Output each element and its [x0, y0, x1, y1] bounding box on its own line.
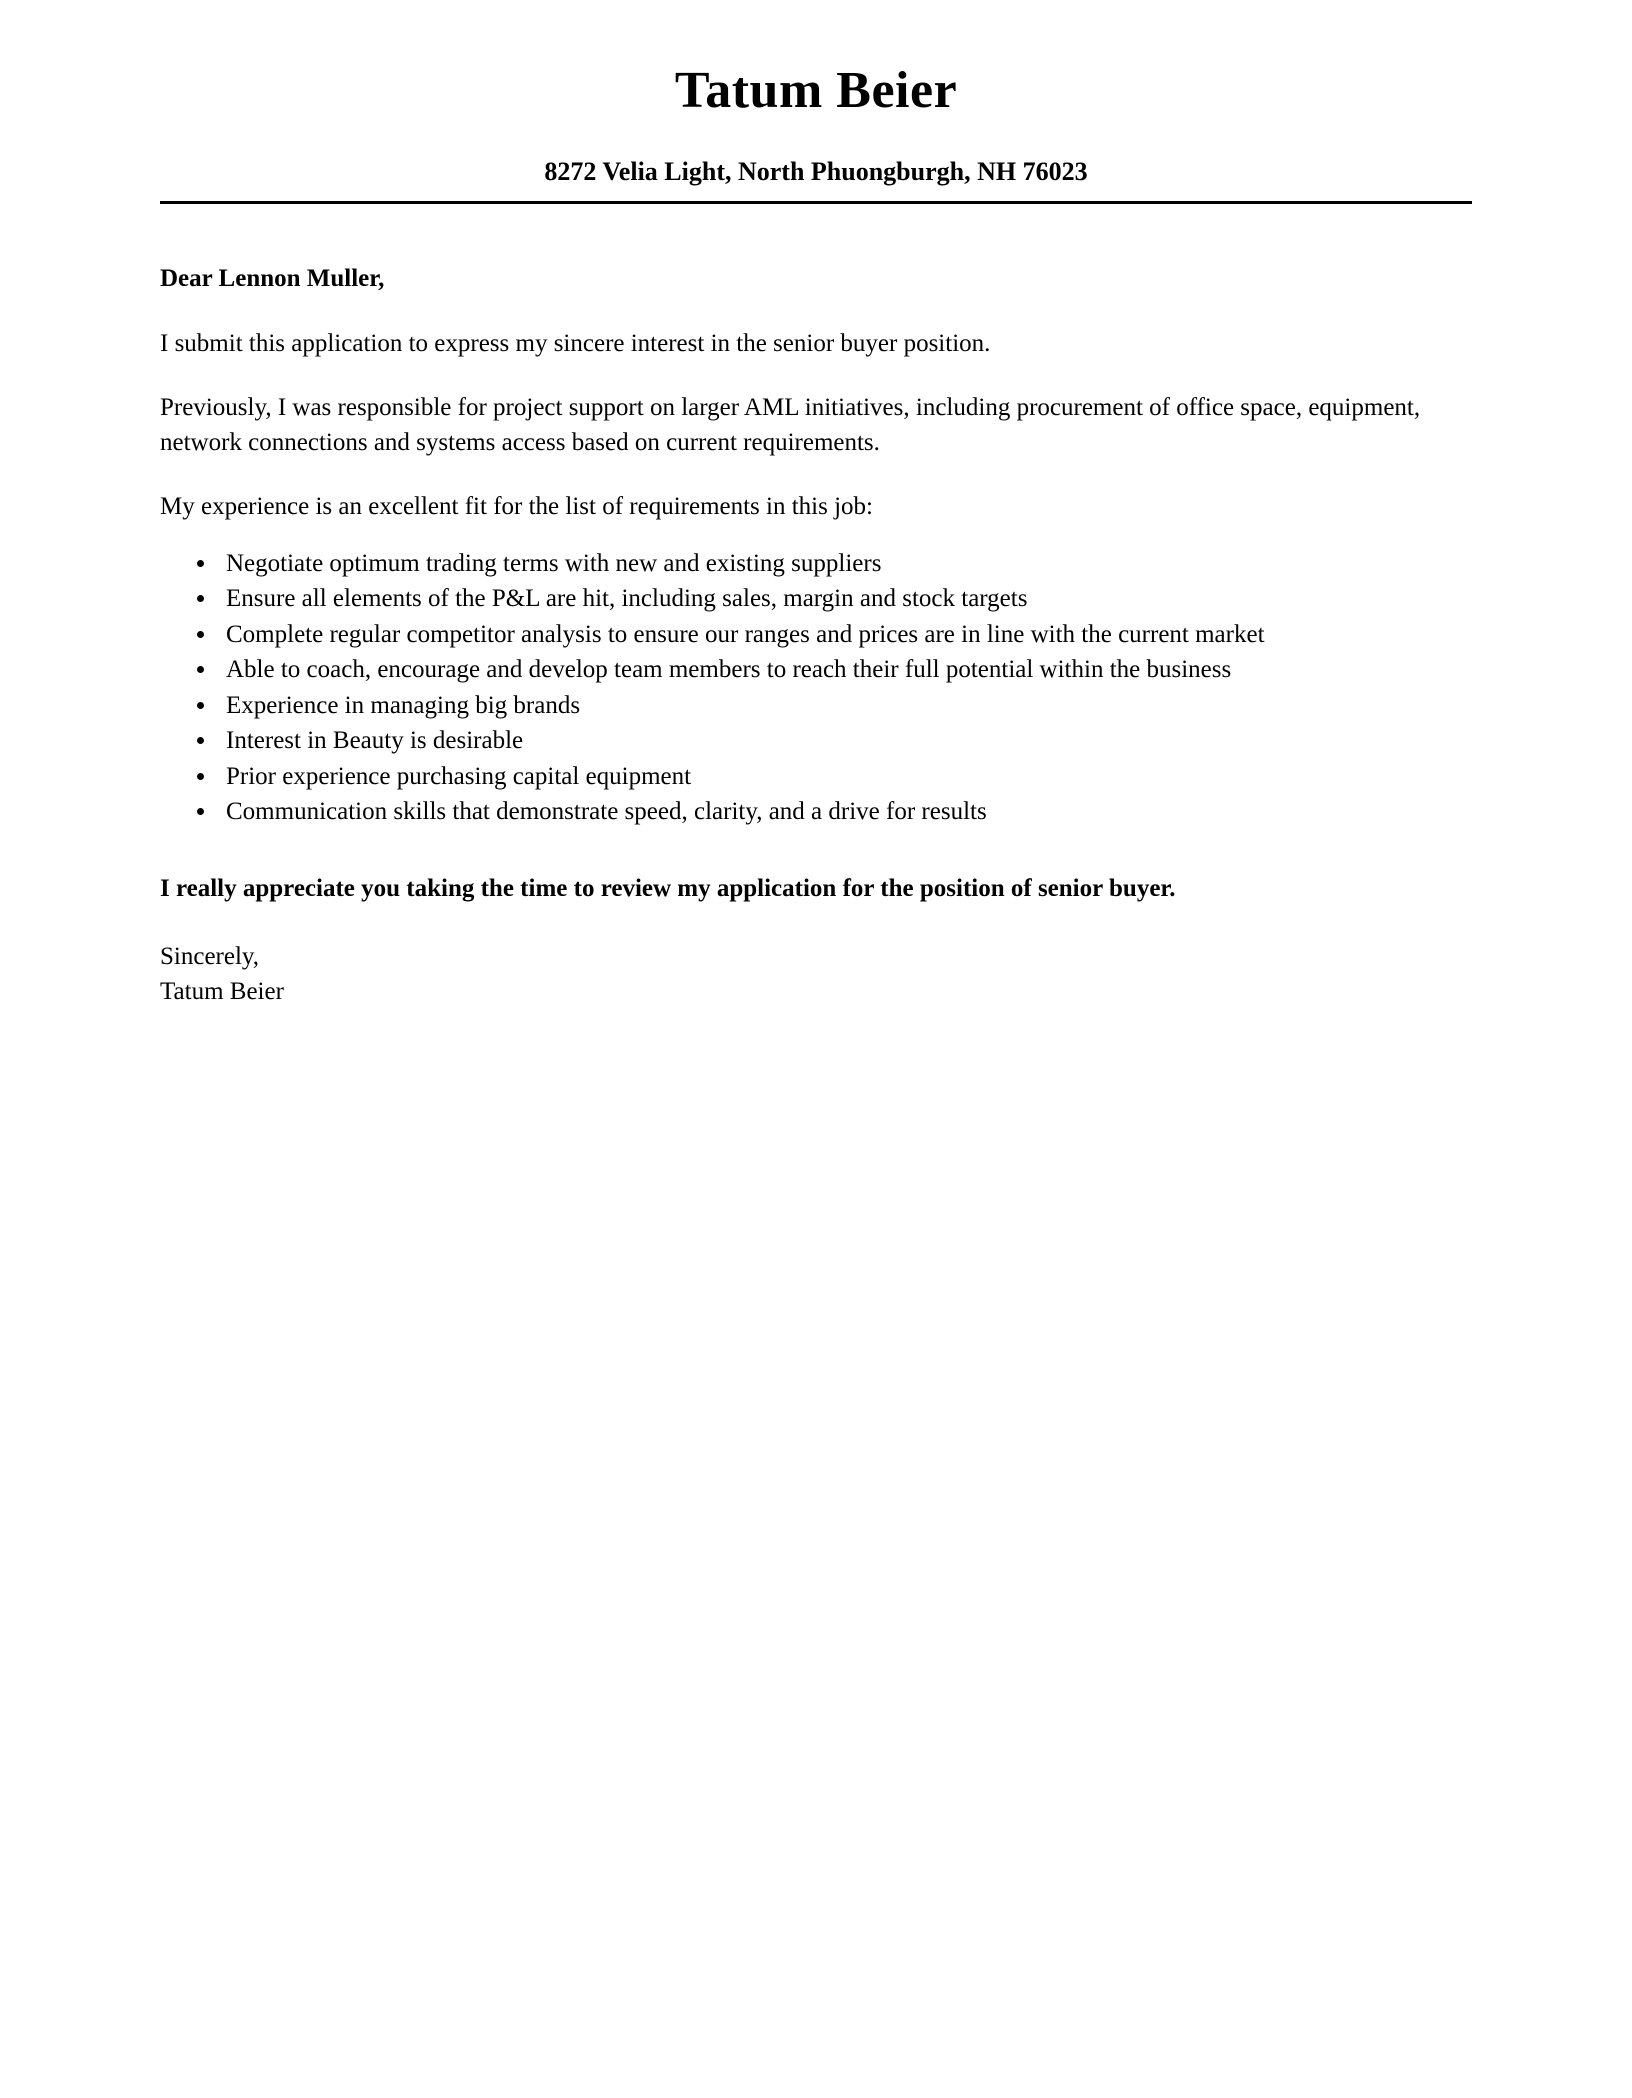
requirements-list — [160, 547, 1472, 830]
signature-block — [160, 940, 1472, 1009]
signature-name: Tatum Beier — [160, 977, 284, 1005]
list-item: • Able to coach, encourage and develop team members to reach their full potential within the business — [218, 653, 1472, 688]
list-item: • Negotiate optimum trading terms with new and existing suppliers — [218, 547, 1472, 582]
sign-off-line: Sincerely, — [160, 943, 260, 971]
salutation: Dear Lennon Muller, — [160, 265, 385, 293]
requirements-lead-in: My experience is an excellent fit for the list of requirements in this job: — [160, 493, 873, 521]
letterhead — [160, 62, 1472, 204]
list-item: • Ensure all elements of the P&L are hit, including sales, margin and stock targets — [218, 582, 1472, 617]
intro-paragraph: I submit this application to express my sincere interest in the senior buyer position. — [160, 329, 991, 357]
appreciation-paragraph: I really appreciate you taking the time to review my application for the position of senior buyer. — [160, 874, 1176, 902]
header-divider — [160, 201, 1472, 204]
list-item: • Prior experience purchasing capital equipment — [218, 760, 1472, 795]
list-item: • Communication skills that demonstrate speed, clarity, and a drive for results — [218, 795, 1472, 830]
list-item: • Complete regular competitor analysis to ensure our ranges and prices are in line with the current market — [218, 618, 1472, 653]
applicant-name: Tatum Beier — [674, 62, 958, 119]
list-item: • Interest in Beauty is desirable — [218, 724, 1472, 759]
background-paragraph: Previously, I was responsible for project support on larger AML initiatives, including procurement of office space, equipment, network connections and systems access based on current requirements. — [160, 394, 1421, 456]
list-item: • Experience in managing big brands — [218, 689, 1472, 724]
applicant-address: 8272 Velia Light, North Phuongburgh, NH 76023 — [544, 157, 1088, 187]
letter-body — [160, 262, 1472, 1009]
